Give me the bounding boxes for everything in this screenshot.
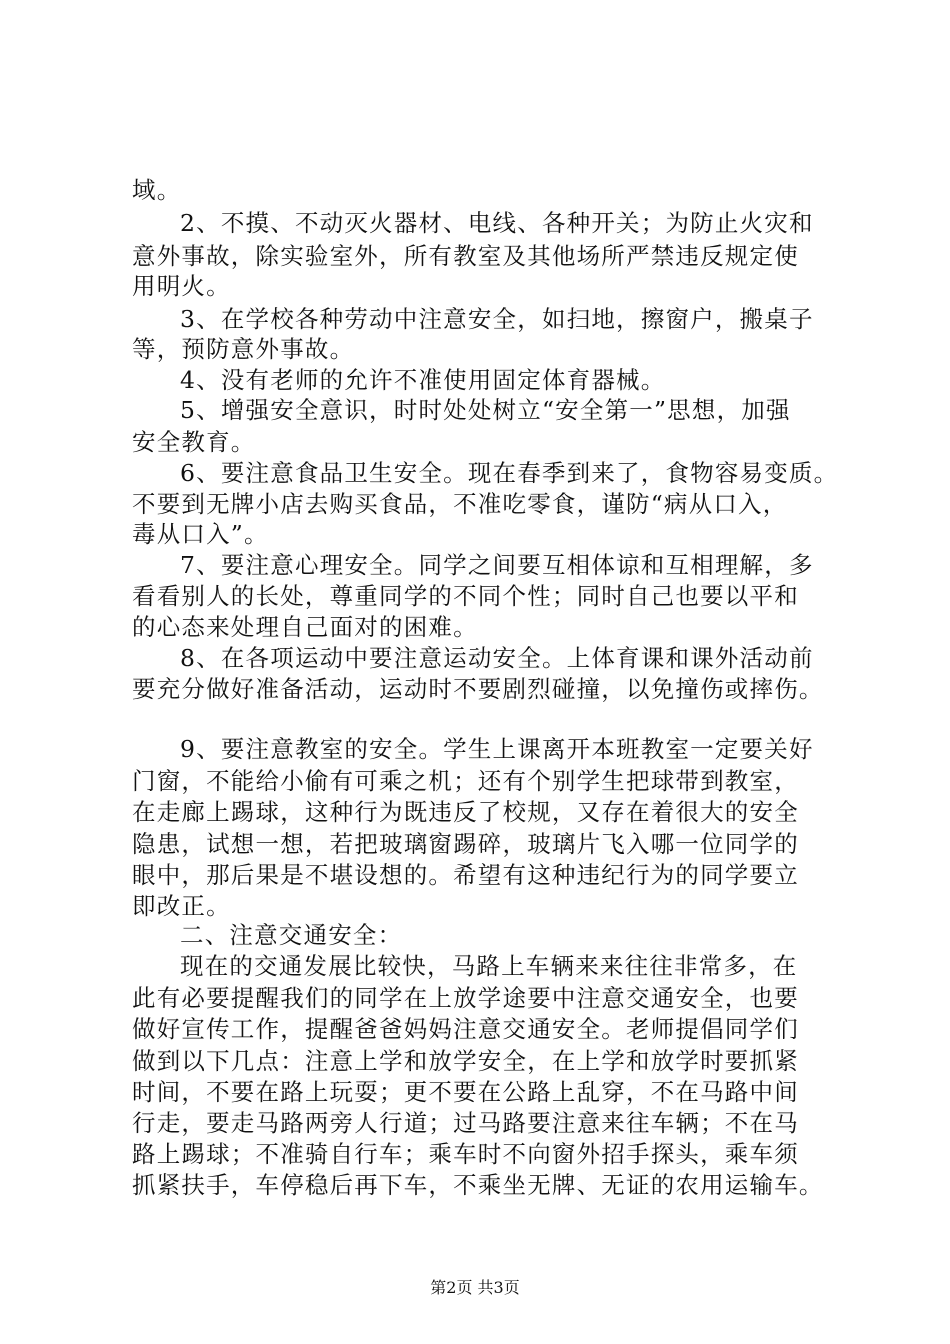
text-line: 眼中，那后果是不堪设想的。希望有这种违纪行为的同学要立 <box>132 861 799 889</box>
section-heading: 二、注意交通安全： <box>180 921 403 949</box>
text-line: 隐患，试想一想，若把玻璃窗踢碎，玻璃片飞入哪一位同学的 <box>132 830 799 858</box>
text-line: 9、要注意教室的安全。学生上课离开本班教室一定要关好 <box>180 735 814 763</box>
text-line: 的心态来处理自己面对的困难。 <box>132 613 478 641</box>
text-line: 8、在各项运动中要注意运动安全。上体育课和课外活动前 <box>180 644 814 672</box>
text-line: 5、增强安全意识，时时处处树立“安全第一”思想，加强 <box>180 396 791 424</box>
text-line: 门窗，不能给小偷有可乘之机；还有个别学生把球带到教室， <box>132 767 799 795</box>
text-line: 4、没有老师的允许不准使用固定体育器械。 <box>180 366 666 394</box>
text-line: 此有必要提醒我们的同学在上放学途要中注意交通安全，也要 <box>132 984 799 1012</box>
text-line: 3、在学校各种劳动中注意安全，如扫地，擦窗户，搬桌子 <box>180 305 814 333</box>
text-line: 意外事故，除实验室外，所有教室及其他场所严禁违反规定使 <box>132 242 799 270</box>
page-number-footer: 第2页 共3页 <box>430 1278 520 1297</box>
text-line: 安全教育。 <box>132 428 256 456</box>
text-line: 行走，要走马路两旁人行道；过马路要注意来往车辆；不在马 <box>132 1109 799 1137</box>
text-line: 即改正。 <box>132 892 231 920</box>
text-line: 等，预防意外事故。 <box>132 335 355 363</box>
text-line: 要充分做好准备活动，运动时不要剧烈碰撞，以免撞伤或摔伤。 <box>132 675 824 703</box>
text-line: 路上踢球；不准骑自行车；乘车时不向窗外招手探头，乘车须 <box>132 1140 799 1168</box>
text-line: 看看别人的长处，尊重同学的不同个性；同时自己也要以平和 <box>132 582 799 610</box>
text-line: 7、要注意心理安全。同学之间要互相体谅和互相理解，多 <box>180 551 814 579</box>
text-line: 抓紧扶手，车停稳后再下车，不乘坐无牌、无证的农用运输车。 <box>132 1171 824 1199</box>
text-line: 用明火。 <box>132 272 231 300</box>
text-line: 毒从口入”。 <box>132 520 269 548</box>
text-line: 不要到无牌小店去购买食品，不准吃零食，谨防“病从口入， <box>132 490 788 518</box>
text-line: 时间，不要在路上玩耍；更不要在公路上乱穿，不在马路中间 <box>132 1078 799 1106</box>
text-line: 做到以下几点：注意上学和放学安全，在上学和放学时要抓紧 <box>132 1047 799 1075</box>
text-line: 2、不摸、不动灭火器材、电线、各种开关；为防止火灾和 <box>180 209 814 237</box>
text-line: 6、要注意食品卫生安全。现在春季到来了，食物容易变质。 <box>180 459 839 487</box>
text-line: 域。 <box>132 176 182 204</box>
text-line: 在走廊上踢球，这种行为既违反了校规，又存在着很大的安全 <box>132 798 799 826</box>
text-line: 现在的交通发展比较快，马路上车辆来来往往非常多，在 <box>180 952 798 980</box>
text-line: 做好宣传工作，提醒爸爸妈妈注意交通安全。老师提倡同学们 <box>132 1015 799 1043</box>
